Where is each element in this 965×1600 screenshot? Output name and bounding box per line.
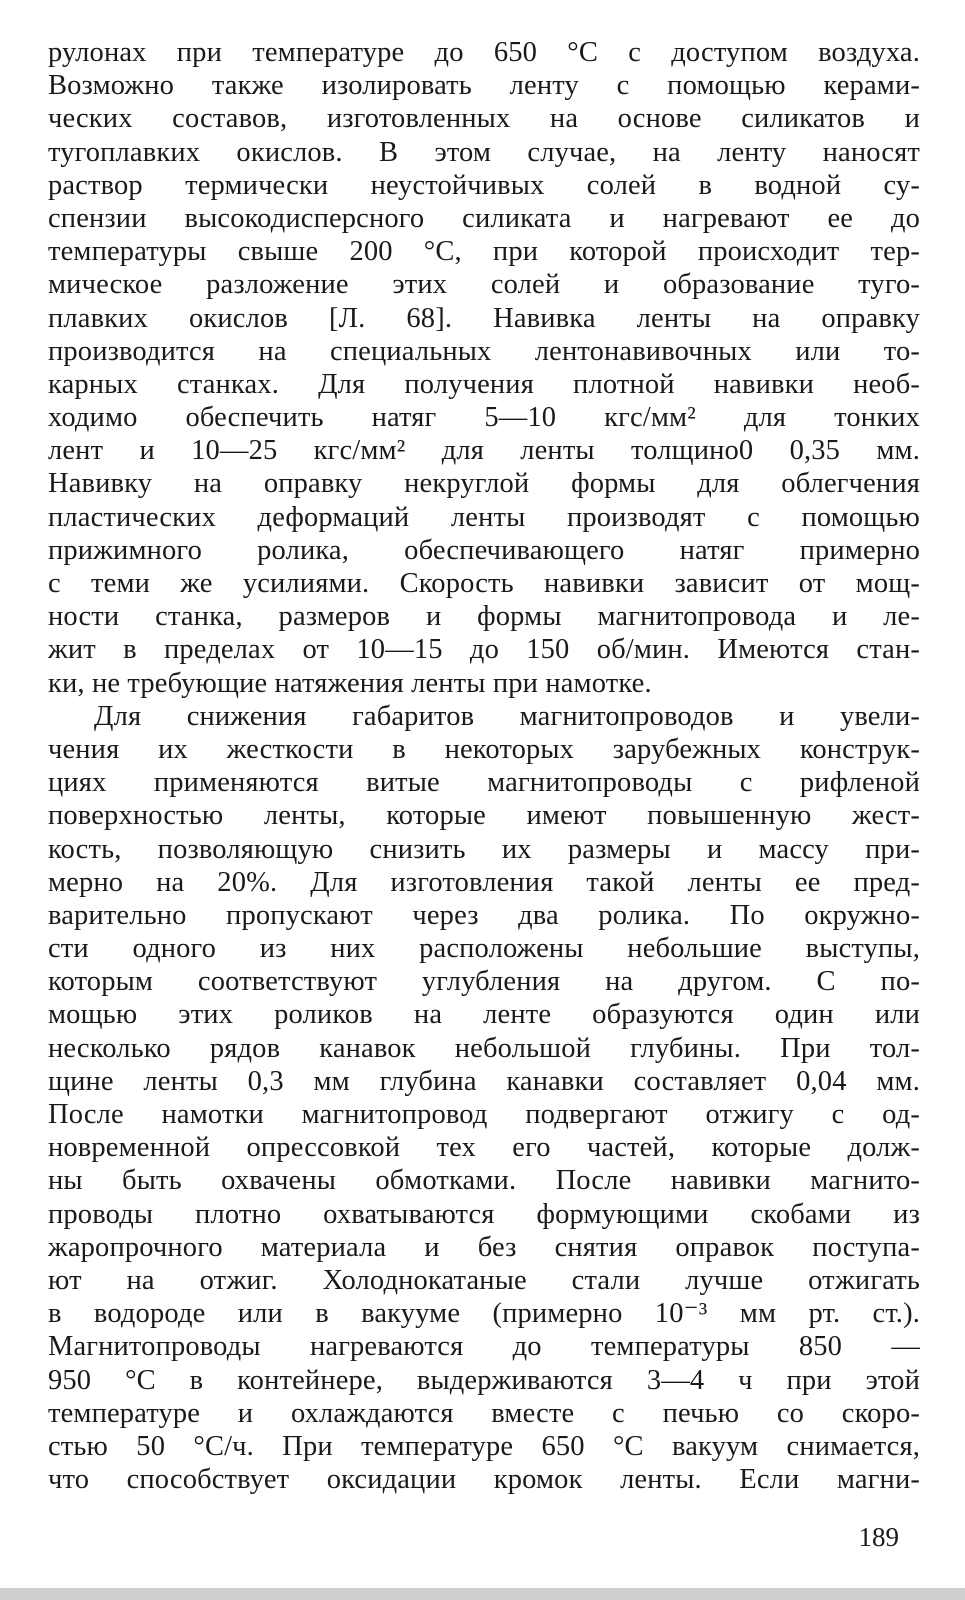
text-line: После намотки магнитопровод подвергают отжигу с од- [48, 1099, 920, 1130]
text-line: ки, не требующие натяжения ленты при намотке. [48, 667, 652, 699]
text-line: что способствует оксидации кромок ленты. Если магни- [48, 1464, 920, 1496]
text-line: ности станка, размеров и формы магнитопровода и ле- [48, 601, 920, 633]
text-line: раствор термически неустойчивых солей в водной су- [48, 169, 920, 201]
text-line: жит в пределах от 10—15 до 150 об/мин. Имеются стан- [48, 634, 920, 666]
text-line: варительно пропускают через два ролика. По окружно- [48, 899, 920, 931]
scan-bottom-edge [0, 1588, 965, 1600]
text-line: ческих составов, изготовленных на основе силикатов и [48, 103, 920, 135]
text-line: мическое разложение этих солей и образование туго- [48, 269, 920, 301]
text-line: спензии высокодисперсного силиката и нагревают ее до [48, 202, 920, 234]
text-line: стью 50 °С/ч. При температуре 650 °С вакуум снимается, [48, 1430, 920, 1462]
text-line: пластических деформаций ленты производят с помощью [48, 501, 920, 533]
text-line: тугоплавких окислов. В этом случае, на ленту наносят [48, 136, 920, 168]
text-line: кость, позволяющую снизить их размеры и массу при- [48, 833, 920, 865]
text-line: мощью этих роликов на ленте образуются один или [48, 999, 920, 1031]
text-line: температуры свыше 200 °С, при которой происходит тер- [48, 236, 920, 268]
text-line: щине ленты 0,3 мм глубина канавки составляет 0,04 мм. [48, 1065, 920, 1097]
text-line: Возможно также изолировать ленту с помощью керами- [48, 70, 920, 102]
text-line: несколько рядов канавок небольшой глубины. При тол- [48, 1032, 920, 1064]
text-line: сти одного из них расположены небольшие выступы, [48, 933, 920, 965]
text-line: ны быть охвачены обмотками. После навивки магнито- [48, 1165, 920, 1197]
text-line: жаропрочного материала и без снятия оправок поступа- [48, 1231, 920, 1263]
text-line: циях применяются витые магнитопроводы с рифленой [48, 767, 920, 799]
text-line: рулонах при температуре до 650 °С с доступом воздуха. [48, 37, 920, 68]
text-line: температуре и охлаждаются вместе с печью со скоро- [48, 1397, 920, 1429]
text-line: новременной опрессовкой тех его частей, которые долж- [48, 1132, 920, 1164]
text-line: чения их жесткости в некоторых зарубежных конструк- [48, 733, 920, 765]
text-line: Навивку на оправку некруглой формы для облегчения [48, 468, 920, 500]
text-line: которым соответствуют углубления на другом. С по- [48, 966, 920, 998]
page-number: 189 [858, 1522, 899, 1552]
page-body [48, 36, 920, 1496]
text-line: Магнитопроводы нагреваются до температуры 850 — [48, 1331, 920, 1363]
text-line: производится на специальных лентонавивочных или то- [48, 335, 920, 367]
text-line: с теми же усилиями. Скорость навивки зависит от мощ- [48, 568, 920, 599]
text-line: проводы плотно охватываются формующими скобами из [48, 1198, 920, 1230]
text-line: лент и 10—25 кгс/мм² для ленты толщино0 0,35 мм. [48, 435, 920, 467]
text-line: прижимного ролика, обеспечивающего натяг примерно [48, 534, 920, 566]
text-line: карных станках. Для получения плотной навивки необ- [48, 368, 920, 400]
text-line: в водороде или в вакууме (примерно 10⁻³ мм рт. ст.). [48, 1298, 920, 1330]
text-line: плавких окислов [Л. 68]. Навивка ленты на оправку [48, 302, 920, 334]
text-line: поверхностью ленты, которые имеют повышенную жест- [48, 800, 920, 832]
text-line: 950 °С в контейнере, выдерживаются 3—4 ч при этой [48, 1364, 920, 1396]
text-line: ют на отжиг. Холоднокатаные стали лучше отжигать [48, 1264, 920, 1296]
text-line: Для снижения габаритов магнитопроводов и увели- [94, 700, 920, 732]
text-line: ходимо обеспечить натяг 5—10 кгс/мм² для тонких [48, 402, 920, 434]
text-line: мерно на 20%. Для изготовления такой ленты ее пред- [48, 866, 920, 898]
